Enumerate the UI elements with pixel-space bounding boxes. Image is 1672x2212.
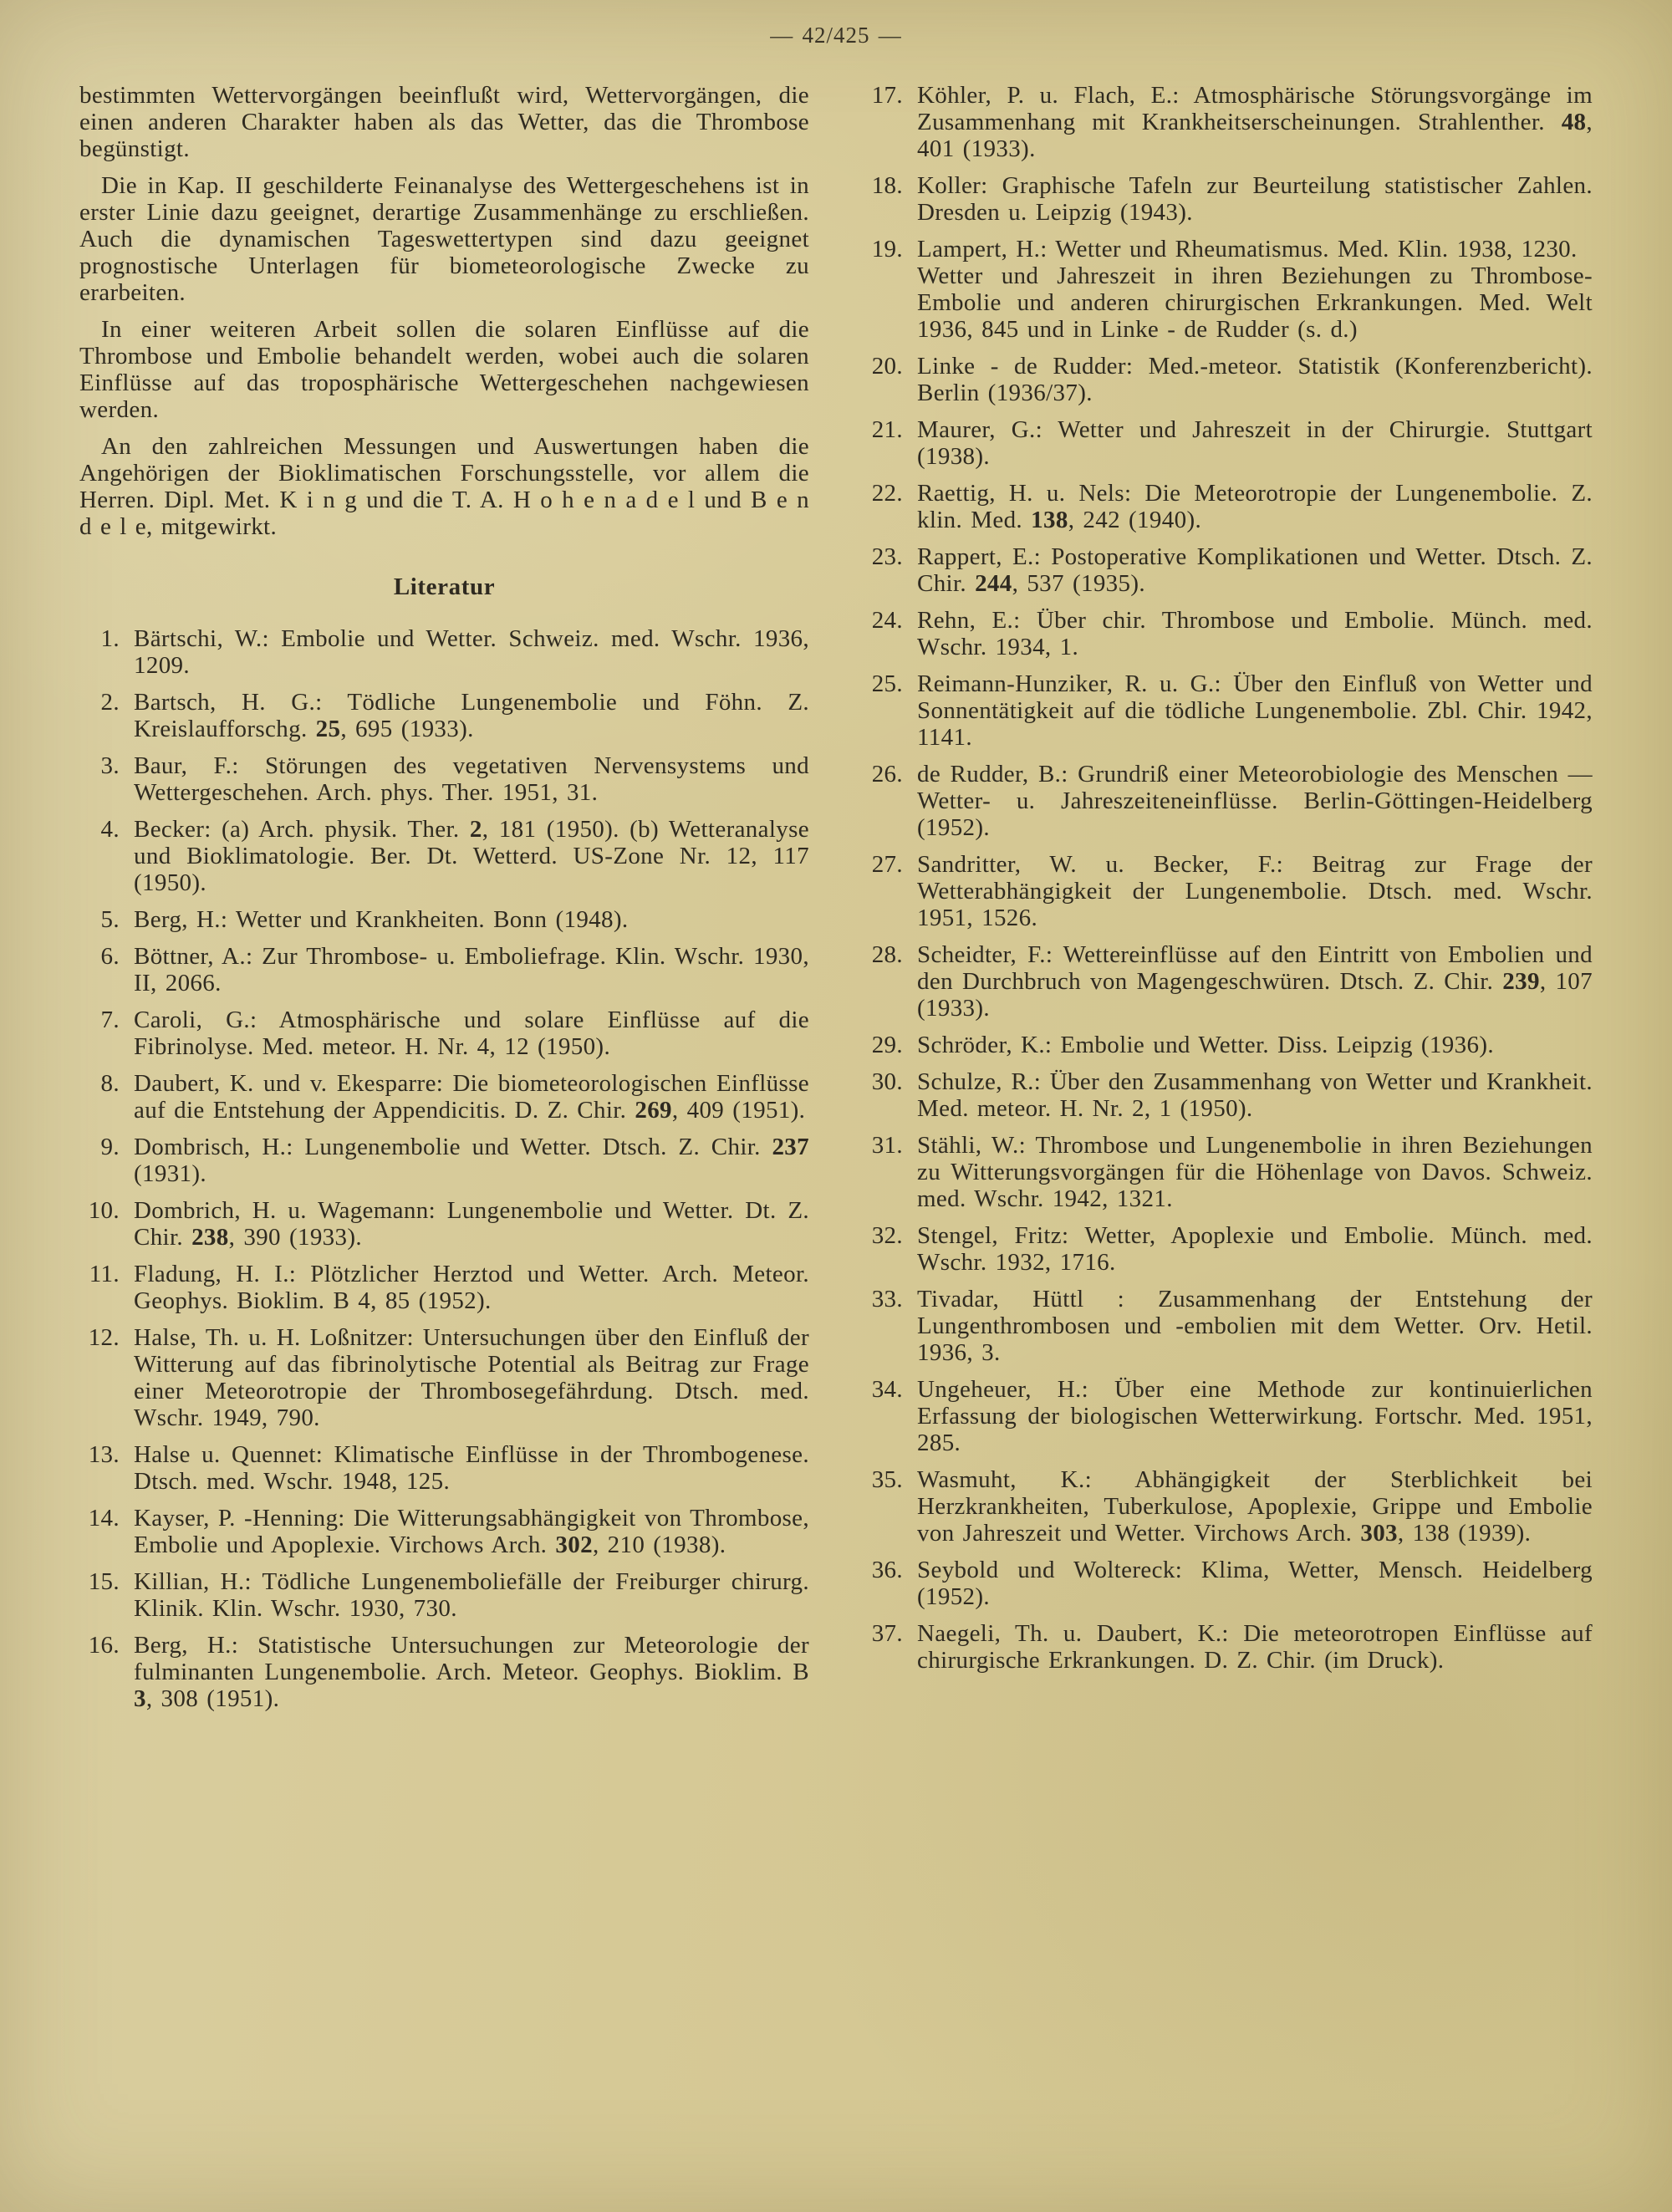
reference-number: 10.	[88, 1197, 120, 1224]
reference-text: Becker: (a) Arch. physik. Ther. 2, 181 (1950). (b) Wetteranalyse und Bioklimatologie. Ber. Dt. Wetterd. US-Zone Nr. 12, 117 (1950).	[134, 816, 809, 896]
reference-item	[863, 1466, 1593, 1547]
reference-item	[79, 1007, 809, 1060]
reference-text: Berg, H.: Statistische Untersuchungen zur Meteorologie der fulminanten Lungenembolie. Arch. Meteor. Geophys. Bioklim. B 3, 308 (1951).	[134, 1632, 809, 1712]
reference-text: Maurer, G.: Wetter und Jahreszeit in der Chirurgie. Stuttgart (1938).	[917, 416, 1593, 470]
reference-number: 27.	[871, 851, 903, 878]
reference-text: Böttner, A.: Zur Thrombose- u. Emboliefrage. Klin. Wschr. 1930, II, 2066.	[134, 943, 809, 996]
two-column-layout	[79, 82, 1593, 1722]
reference-number: 25.	[871, 670, 903, 697]
reference-number: 35.	[871, 1466, 903, 1493]
reference-text: Scheidter, F.: Wettereinflüsse auf den Eintritt von Embolien und den Durchbruch von Magengeschwüren. Dtsch. Z. Chir. 239, 107 (1933).	[917, 941, 1593, 1022]
reference-item	[79, 906, 809, 933]
reference-number: 33.	[871, 1286, 903, 1312]
reference-text: Halse, Th. u. H. Loßnitzer: Untersuchungen über den Einfluß der Witterung auf das fibrinolytische Potential als Beitrag zur Frage einer Meteorotropie der Thrombosegefährdung. Dtsch. med. Wschr. 1949, 790.	[134, 1324, 809, 1431]
reference-item	[79, 752, 809, 806]
reference-item	[79, 1261, 809, 1314]
reference-item	[79, 1134, 809, 1187]
reference-item	[863, 236, 1593, 343]
reference-text: Raettig, H. u. Nels: Die Meteorotropie der Lungenembolie. Z. klin. Med. 138, 242 (1940).	[917, 480, 1593, 533]
reference-text: Bärtschi, W.: Embolie und Wetter. Schweiz. med. Wschr. 1936, 1209.	[134, 625, 809, 679]
reference-item	[79, 816, 809, 896]
reference-text: Baur, F.: Störungen des vegetativen Nervensystems und Wettergeschehen. Arch. phys. Ther. 1951, 31.	[134, 752, 809, 806]
reference-text: Naegeli, Th. u. Daubert, K.: Die meteorotropen Einflüsse auf chirurgische Erkrankungen. D. Z. Chir. (im Druck).	[917, 1620, 1593, 1674]
reference-number: 34.	[871, 1376, 903, 1403]
reference-number: 19.	[871, 236, 903, 262]
reference-number: 36.	[871, 1557, 903, 1583]
references-left	[79, 625, 809, 1712]
reference-text: Schulze, R.: Über den Zusammenhang von Wetter und Krankheit. Med. meteor. H. Nr. 2, 1 (1950).	[917, 1068, 1593, 1122]
reference-item	[863, 480, 1593, 533]
intro-paragraph: bestimmten Wettervorgängen beeinflußt wird, Wettervorgängen, die einen anderen Charakter haben als das Wetter, das die Thrombose begünstigt.	[79, 82, 809, 162]
reference-number: 17.	[871, 82, 903, 109]
reference-text: Berg, H.: Wetter und Krankheiten. Bonn (1948).	[134, 906, 629, 933]
reference-text: Stengel, Fritz: Wetter, Apoplexie und Embolie. Münch. med. Wschr. 1932, 1716.	[917, 1222, 1593, 1276]
reference-number: 28.	[871, 941, 903, 968]
reference-text: Bartsch, H. G.: Tödliche Lungenembolie und Föhn. Z. Kreislaufforschg. 25, 695 (1933).	[134, 689, 809, 742]
reference-number: 2.	[100, 689, 120, 716]
reference-item	[863, 1222, 1593, 1276]
reference-text: Dombrisch, H.: Lungenembolie und Wetter. Dtsch. Z. Chir. 237 (1931).	[134, 1134, 809, 1187]
reference-number: 18.	[871, 172, 903, 199]
reference-item	[863, 543, 1593, 597]
reference-item	[863, 1068, 1593, 1122]
reference-number: 23.	[871, 543, 903, 570]
reference-number: 20.	[871, 353, 903, 380]
reference-text: Caroli, G.: Atmosphärische und solare Einflüsse auf die Fibrinolyse. Med. meteor. H. Nr. 4, 12 (1950).	[134, 1007, 809, 1060]
reference-number: 13.	[88, 1441, 120, 1468]
reference-text: Rappert, E.: Postoperative Komplikationen und Wetter. Dtsch. Z. Chir. 244, 537 (1935).	[917, 543, 1593, 597]
reference-text: Sandritter, W. u. Becker, F.: Beitrag zur Frage der Wetterabhängigkeit der Lungenembolie. Dtsch. med. Wschr. 1951, 1526.	[917, 851, 1593, 931]
reference-number: 4.	[100, 816, 120, 843]
reference-number: 32.	[871, 1222, 903, 1249]
reference-number: 22.	[871, 480, 903, 507]
intro-paragraph: Die in Kap. II geschilderte Feinanalyse des Wettergeschehens ist in erster Linie dazu geeignet, derartige Zusammenhänge zu erschließen. Auch die dynamischen Tageswettertypen sind dazu geeignet prognostische Unterlagen für biometeorologische Zwecke zu erarbeiten.	[79, 172, 809, 306]
reference-item	[863, 82, 1593, 162]
reference-item	[863, 851, 1593, 931]
reference-text: Fladung, H. I.: Plötzlicher Herztod und Wetter. Arch. Meteor. Geophys. Bioklim. B 4, 85 (1952).	[134, 1261, 809, 1314]
reference-text: Halse u. Quennet: Klimatische Einflüsse in der Thrombogenese. Dtsch. med. Wschr. 1948, 125.	[134, 1441, 809, 1495]
reference-number: 7.	[100, 1007, 120, 1033]
reference-text: Reimann-Hunziker, R. u. G.: Über den Einfluß von Wetter und Sonnentätigkeit auf die tödliche Lungenembolie. Zbl. Chir. 1942, 1141.	[917, 670, 1593, 751]
reference-number: 1.	[100, 625, 120, 652]
reference-text: Koller: Graphische Tafeln zur Beurteilung statistischer Zahlen. Dresden u. Leipzig (1943).	[917, 172, 1593, 226]
reference-item	[79, 625, 809, 679]
intro-paragraphs	[79, 82, 809, 540]
reference-text: Seybold und Woltereck: Klima, Wetter, Mensch. Heidelberg (1952).	[917, 1557, 1593, 1610]
reference-item	[863, 1132, 1593, 1212]
reference-item	[79, 1324, 809, 1431]
reference-number: 9.	[100, 1134, 120, 1160]
reference-item	[863, 670, 1593, 751]
reference-number: 31.	[871, 1132, 903, 1159]
reference-number: 8.	[100, 1070, 120, 1097]
reference-item	[863, 1376, 1593, 1456]
reference-item	[79, 1505, 809, 1558]
reference-text: Stähli, W.: Thrombose und Lungenembolie in ihren Beziehungen zu Witterungsvorgängen für die Höhenlage von Davos. Schweiz. med. Wschr. 1942, 1321.	[917, 1132, 1593, 1212]
reference-number: 15.	[88, 1568, 120, 1595]
reference-item	[863, 416, 1593, 470]
literatur-heading: Literatur	[393, 573, 496, 600]
reference-text: Dombrich, H. u. Wagemann: Lungenembolie und Wetter. Dt. Z. Chir. 238, 390 (1933).	[134, 1197, 809, 1251]
reference-number: 5.	[100, 906, 120, 933]
reference-item	[79, 689, 809, 742]
reference-number: 24.	[871, 607, 903, 634]
reference-text: Kayser, P. -Henning: Die Witterungsabhängigkeit von Thrombose, Embolie und Apoplexie. Virchows Arch. 302, 210 (1938).	[134, 1505, 809, 1558]
page-number: — 42/425 —	[770, 23, 902, 48]
reference-item	[79, 943, 809, 996]
reference-number: 12.	[88, 1324, 120, 1351]
reference-text: Wasmuht, K.: Abhängigkeit der Sterblichkeit bei Herzkrankheiten, Tuberkulose, Apoplexie, Grippe und Embolie von Jahreszeit und Wetter. Virchows Arch. 303, 138 (1939).	[917, 1466, 1593, 1547]
reference-item	[863, 1557, 1593, 1610]
reference-text: Schröder, K.: Embolie und Wetter. Diss. Leipzig (1936).	[917, 1032, 1494, 1058]
reference-text: Linke - de Rudder: Med.-meteor. Statistik (Konferenzbericht). Berlin (1936/37).	[917, 353, 1593, 406]
reference-item	[863, 172, 1593, 226]
reference-number: 11.	[89, 1261, 120, 1287]
reference-item	[863, 1286, 1593, 1366]
intro-paragraph: An den zahlreichen Messungen und Auswertungen haben die Angehörigen der Bioklimatischen Forschungsstelle, vor allem die Herren. Dipl. Met. K i n g und die T. A. H o h e n a d e l und B e n d e l e, mitgewirkt.	[79, 433, 809, 540]
reference-number: 16.	[88, 1632, 120, 1659]
reference-item	[863, 607, 1593, 660]
reference-text: Rehn, E.: Über chir. Thrombose und Embolie. Münch. med. Wschr. 1934, 1.	[917, 607, 1593, 660]
reference-text: Tivadar, Hüttl : Zusammenhang der Entstehung der Lungenthrombosen und -embolien mit dem Wetter. Orv. Hetil. 1936, 3.	[917, 1286, 1593, 1366]
reference-item	[79, 1441, 809, 1495]
reference-number: 26.	[871, 761, 903, 787]
reference-item	[863, 353, 1593, 406]
reference-item	[863, 1032, 1593, 1058]
reference-number: 37.	[871, 1620, 903, 1647]
reference-item	[79, 1568, 809, 1622]
reference-item	[863, 1620, 1593, 1674]
reference-item	[79, 1632, 809, 1712]
reference-item	[863, 941, 1593, 1022]
references-right	[863, 82, 1593, 1674]
reference-number: 3.	[100, 752, 120, 779]
intro-paragraph: In einer weiteren Arbeit sollen die solaren Einflüsse auf die Thrombose und Embolie behandelt werden, wobei auch die solaren Einflüsse auf das troposphärische Wettergeschehen nachgewiesen werden.	[79, 316, 809, 423]
right-column	[863, 82, 1593, 1722]
reference-number: 14.	[88, 1505, 120, 1532]
reference-number: 6.	[100, 943, 120, 970]
reference-text: Killian, H.: Tödliche Lungenemboliefälle der Freiburger chirurg. Klinik. Klin. Wschr. 1930, 730.	[134, 1568, 809, 1622]
reference-text: Daubert, K. und v. Ekesparre: Die biometeorologischen Einflüsse auf die Entstehung der Appendicitis. D. Z. Chir. 269, 409 (1951).	[134, 1070, 809, 1124]
reference-number: 30.	[871, 1068, 903, 1095]
reference-text: de Rudder, B.: Grundriß einer Meteorobiologie des Menschen — Wetter- u. Jahreszeiteneinflüsse. Berlin-Göttingen-Heidelberg (1952).	[917, 761, 1593, 841]
reference-number: 21.	[871, 416, 903, 443]
reference-text: Lampert, H.: Wetter und Rheumatismus. Med. Klin. 1938, 1230. Wetter und Jahreszeit in ihren Beziehungen zu Thrombose-Embolie und anderen chirurgischen Erkrankungen. Med. Welt 1936, 845 und in Linke - de Rudder (s. d.)	[917, 236, 1593, 343]
reference-item	[79, 1197, 809, 1251]
reference-number: 29.	[871, 1032, 903, 1058]
reference-text: Köhler, P. u. Flach, E.: Atmosphärische Störungsvorgänge im Zusammenhang mit Krankheitserscheinungen. Strahlenther. 48, 401 (1933).	[917, 82, 1593, 162]
left-column	[79, 82, 809, 1722]
reference-item	[79, 1070, 809, 1124]
reference-item	[863, 761, 1593, 841]
reference-text: Ungeheuer, H.: Über eine Methode zur kontinuierlichen Erfassung der biologischen Wetterwirkung. Fortschr. Med. 1951, 285.	[917, 1376, 1593, 1456]
